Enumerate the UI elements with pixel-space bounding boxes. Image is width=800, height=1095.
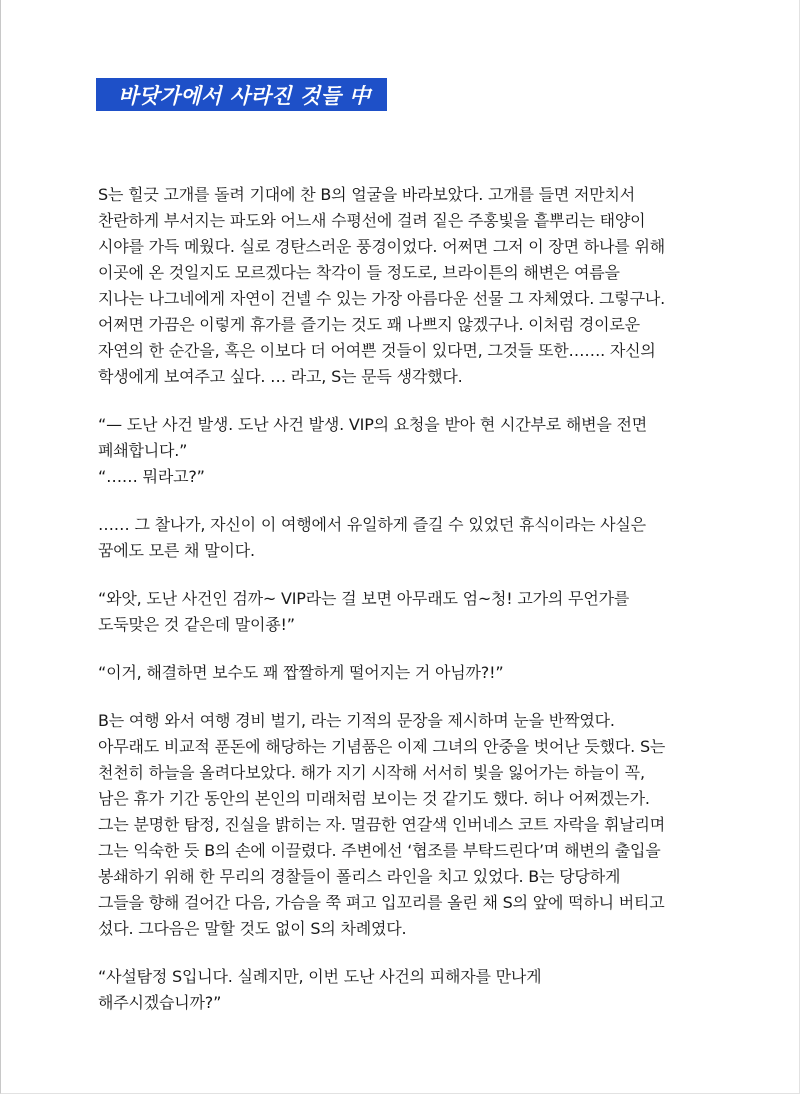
- paragraph: [98, 660, 738, 686]
- text-line: 폐쇄합니다.”: [98, 441, 188, 460]
- text-line: S는 힐긋 고개를 돌려 기대에 찬 B의 얼굴을 바라보았다. 고개를 들면 저만치서: [98, 185, 636, 204]
- text-line: 도둑맞은 것 같은데 말이죵!”: [98, 615, 295, 634]
- page-title: 바닷가에서 사라진 것들 中: [118, 83, 371, 108]
- text-line: “이거, 해결하면 보수도 꽤 짭짤하게 떨어지는 거 아님까?!”: [98, 663, 504, 682]
- text-line: 자연의 한 순간을, 혹은 이보다 더 어여쁜 것들이 있다면, 그것들 또한……. 자신의: [98, 341, 656, 360]
- paragraph: [98, 512, 738, 564]
- text-line: “와앗, 도난 사건인 검까~ VIP라는 걸 보면 아무래도 엄~청! 고가의 무언가를: [98, 589, 630, 608]
- text-line: “— 도난 사건 발생. 도난 사건 발생. VIP의 요청을 받아 현 시간부로 해변을 전면: [98, 415, 648, 434]
- text-line: 천천히 하늘을 올려다보았다. 해가 지기 시작해 서서히 빛을 잃어가는 하늘이 꼭,: [98, 763, 645, 782]
- text-line: 아무래도 비교적 푼돈에 해당하는 기념품은 이제 그녀의 안중을 벗어난 듯했다. S는: [98, 737, 666, 756]
- text-line: 남은 휴가 기간 동안의 본인의 미래처럼 보이는 것 같기도 했다. 허나 어쩌겠는가.: [98, 789, 650, 808]
- text-line: 봉쇄하기 위해 한 무리의 경찰들이 폴리스 라인을 치고 있었다. B는 당당하게: [98, 867, 621, 886]
- text-line: 지나는 나그네에게 자연이 건넬 수 있는 가장 아름다운 선물 그 자체였다. 그렇구나.: [98, 289, 665, 308]
- paragraph: [98, 586, 738, 638]
- text-line: “…… 뭐라고?”: [98, 467, 205, 486]
- text-line: 이곳에 온 것일지도 모르겠다는 착각이 들 정도로, 브라이튼의 해변은 여름을: [98, 263, 620, 282]
- paragraph: [98, 708, 738, 942]
- title-banner: [96, 78, 387, 111]
- text-line: 섰다. 그다음은 말할 것도 없이 S의 차례였다.: [98, 919, 407, 938]
- paragraph: [98, 964, 738, 1016]
- text-line: 찬란하게 부서지는 파도와 어느새 수평선에 걸려 짙은 주홍빛을 흩뿌리는 태양이: [98, 211, 646, 230]
- text-line: …… 그 찰나가, 자신이 이 여행에서 유일하게 즐길 수 있었던 휴식이라는 사실은: [98, 515, 646, 534]
- text-line: 그는 분명한 탐정, 진실을 밝히는 자. 멀끔한 연갈색 인버네스 코트 자락을 휘날리며: [98, 815, 665, 834]
- text-line: “사설탐정 S입니다. 실례지만, 이번 도난 사건의 피해자를 만나게: [98, 967, 542, 986]
- text-line: 꿈에도 모른 채 말이다.: [98, 541, 255, 560]
- story-body: [98, 182, 738, 1038]
- paragraph: [98, 182, 738, 390]
- text-line: 학생에게 보여주고 싶다. … 라고, S는 문득 생각했다.: [98, 367, 463, 386]
- text-line: 해주시겠습니까?”: [98, 993, 222, 1012]
- paragraph: [98, 412, 738, 490]
- text-line: 시야를 가득 메웠다. 실로 경탄스러운 풍경이었다. 어쩌면 그저 이 장면 하나를 위해: [98, 237, 665, 256]
- text-line: 어쩌면 가끔은 이렇게 휴가를 즐기는 것도 꽤 나쁘지 않겠구나. 이처럼 경이로운: [98, 315, 640, 334]
- text-line: 그는 익숙한 듯 B의 손에 이끌렸다. 주변에선 ‘협조를 부탁드린다’며 해변의 출입을: [98, 841, 661, 860]
- text-line: B는 여행 와서 여행 경비 벌기, 라는 기적의 문장을 제시하며 눈을 반짝였다.: [98, 711, 615, 730]
- text-line: 그들을 향해 걸어간 다음, 가슴을 쭉 펴고 입꼬리를 올린 채 S의 앞에 떡하니 버티고: [98, 893, 665, 912]
